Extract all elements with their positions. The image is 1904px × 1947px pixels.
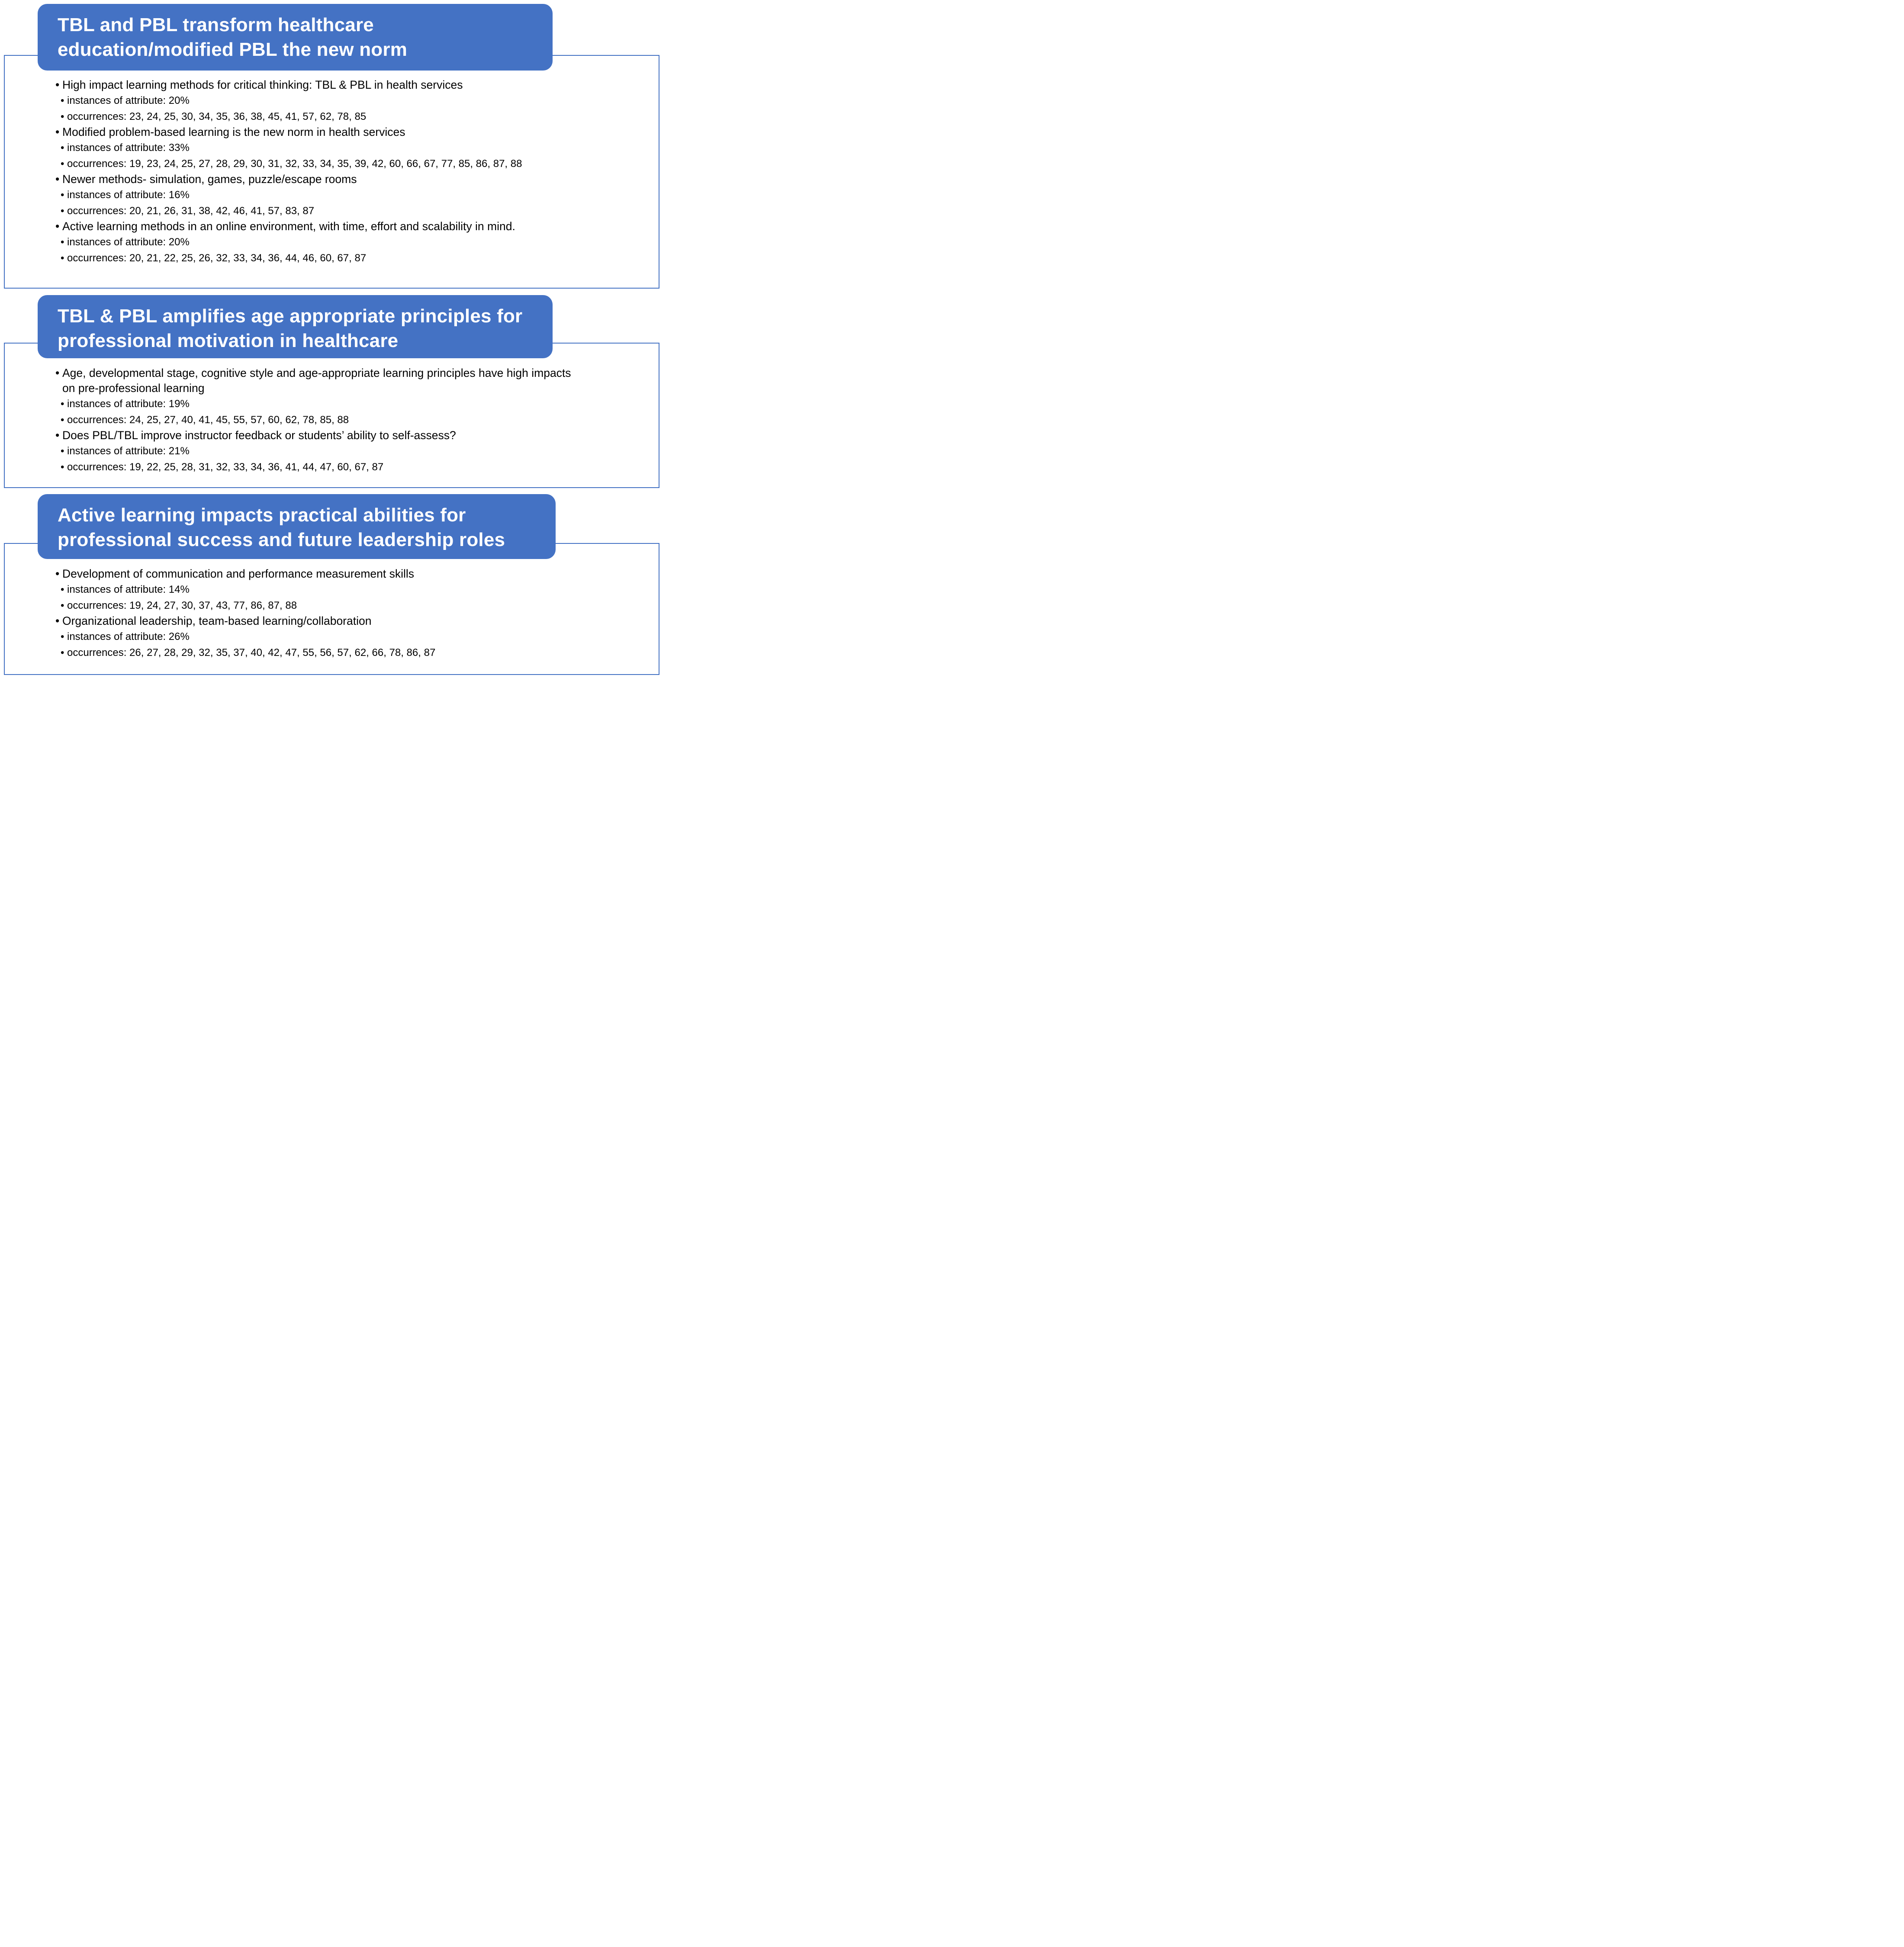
topic [55, 219, 660, 234]
section-3-heading-line-1: Active learning impacts practical abilities for [58, 504, 466, 526]
section-1-topic-list [55, 77, 660, 266]
occurrences: • occurrences: 24, 25, 27, 40, 41, 45, 55, 57, 60, 62, 78, 85, 88 [55, 412, 660, 428]
section-3-heading-line-2: professional success and future leadership roles [58, 529, 505, 550]
section-2-topic-list [55, 366, 660, 475]
section-3-topic-list [55, 566, 660, 661]
occurrences: • occurrences: 20, 21, 22, 25, 26, 32, 33, 34, 36, 44, 46, 60, 67, 87 [55, 250, 660, 266]
instances-of-attribute: • instances of attribute: 16% [55, 187, 660, 203]
topic [55, 172, 660, 187]
instances-of-attribute: • instances of attribute: 33% [55, 140, 660, 156]
section-1-heading-line-1: TBL and PBL transform healthcare [58, 14, 374, 35]
occurrences: • occurrences: 20, 21, 26, 31, 38, 42, 46, 41, 57, 83, 87 [55, 203, 660, 219]
occurrences: • occurrences: 19, 23, 24, 25, 27, 28, 29, 30, 31, 32, 33, 34, 35, 39, 42, 60, 66, 67, 77, 85, 86, 87, 88 [55, 156, 660, 172]
instances-of-attribute: • instances of attribute: 20% [55, 234, 660, 250]
section-1-heading [38, 4, 553, 71]
section-1-heading-line-2: education/modified PBL the new norm [58, 39, 408, 60]
instances-of-attribute: • instances of attribute: 19% [55, 396, 660, 412]
topic-text: • Does PBL/TBL improve instructor feedback or students’ ability to self-assess? [62, 429, 456, 442]
topic [55, 125, 660, 140]
section-2-heading-line-2: professional motivation in healthcare [58, 330, 399, 351]
topic [55, 614, 660, 629]
topic [55, 428, 660, 443]
occurrences: • occurrences: 26, 27, 28, 29, 32, 35, 37, 40, 42, 47, 55, 56, 57, 62, 66, 78, 86, 87 [55, 645, 660, 661]
topic-text: • Newer methods- simulation, games, puzzle/escape rooms [62, 173, 357, 186]
section-2-heading [38, 295, 553, 358]
instances-of-attribute: • instances of attribute: 21% [55, 443, 660, 459]
instances-of-attribute: • instances of attribute: 14% [55, 582, 660, 598]
section-2-heading-line-1: TBL & PBL amplifies age appropriate principles for [58, 305, 523, 327]
occurrences: • occurrences: 23, 24, 25, 30, 34, 35, 36, 38, 45, 41, 57, 62, 78, 85 [55, 109, 660, 125]
section-3-heading [38, 494, 556, 559]
topic-text: • Development of communication and performance measurement skills [62, 567, 415, 580]
topic [55, 366, 660, 396]
topic [55, 566, 660, 582]
occurrences: • occurrences: 19, 24, 27, 30, 37, 43, 77, 86, 87, 88 [55, 598, 660, 614]
topic [55, 77, 660, 93]
instances-of-attribute: • instances of attribute: 26% [55, 629, 660, 645]
topic-text: • Active learning methods in an online environment, with time, effort and scalability in mind. [62, 220, 515, 233]
topic-text: • High impact learning methods for critical thinking: TBL & PBL in health services [62, 78, 463, 91]
topic-text: • Age, developmental stage, cognitive style and age-appropriate learning principles have high impacts on pre-professional learning [62, 366, 571, 395]
topic-text: • Organizational leadership, team-based learning/collaboration [62, 614, 372, 627]
occurrences: • occurrences: 19, 22, 25, 28, 31, 32, 33, 34, 36, 41, 44, 47, 60, 67, 87 [55, 459, 660, 475]
topic-text: • Modified problem-based learning is the new norm in health services [62, 125, 405, 138]
instances-of-attribute: • instances of attribute: 20% [55, 93, 660, 109]
